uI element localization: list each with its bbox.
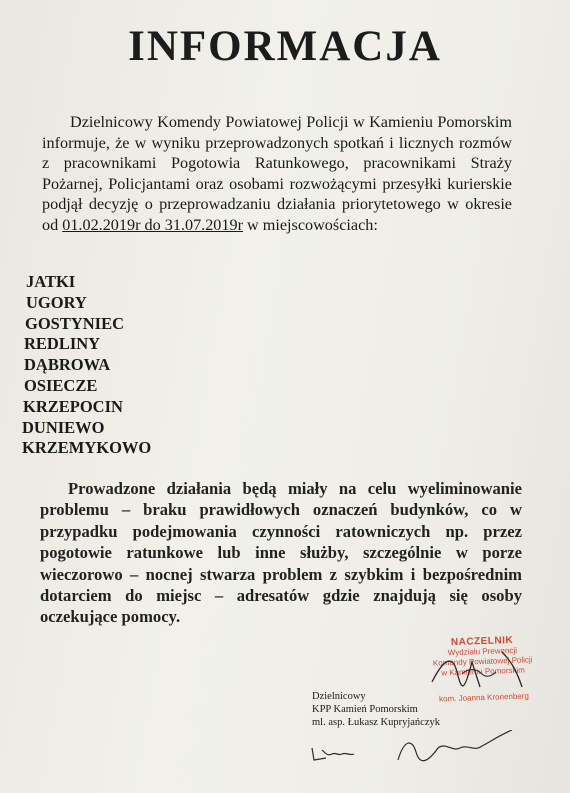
stamp-line: NACZELNIK — [450, 634, 514, 649]
body-text: Prowadzone działania będą miały na celu wyeliminowanie problemu – braku prawidłowych oznaczeń budynków, co w przypadku podejmowania czynności ratowniczych np. przez pogotowie ratunkowe lub inne służby, szczególnie w porze wieczorowo – nocnej stwarza problem z szybkim i bezpośrednim dotarciem do miejsc – adresatów gdzie znajdują się osoby oczekujące pomocy. — [40, 479, 522, 627]
intro-text-after: w miejscowościach: — [247, 215, 378, 234]
list-item: GOSTYNIEC — [25, 313, 125, 333]
stamp-line: Wydziału Prewencji — [447, 645, 518, 658]
document-title: INFORMACJA — [128, 23, 442, 70]
intro-paragraph — [42, 112, 512, 236]
signer-role: Dzielnicowy — [312, 691, 366, 702]
signer-name: ml. asp. Łukasz Kupryjańczyk — [312, 717, 441, 729]
list-item: KRZEPOCIN — [23, 396, 123, 416]
list-item: JATKI — [26, 272, 76, 291]
handwritten-signature — [308, 730, 548, 770]
signature-block — [312, 690, 440, 730]
stamp-line: kom. Joanna Kronenberg — [438, 691, 530, 704]
period-dates: 01.02.2019r do 31.07.2019r — [62, 215, 243, 234]
list-item: KRZEMYKOWO — [22, 438, 152, 458]
list-item: DUNIEWO — [22, 417, 105, 437]
stamp-line: Komendy Powiatowej Policji — [432, 655, 533, 668]
places-list — [22, 272, 322, 459]
stamp-line: w Kamieniu Pomorskim — [441, 665, 526, 678]
list-item: REDLINY — [24, 334, 101, 354]
list-item: UGORY — [26, 292, 87, 312]
intro-text: Dzielnicowy Komendy Powiatowej Policji w Kamieniu Pomorskim informuje, że w wyniku przeprowadzonych spotkań i licznych rozmów z pracownikami Pogotowia Ratunkowego, pracownikami Straży Pożarnej, Policjantami oraz osobami rozwożącymi przesyłki kurierskie podjął decyzję o przeprowadzaniu działania priorytetowego w okresie od — [42, 113, 512, 234]
signer-unit: KPP Kamień Pomorskim — [312, 704, 418, 716]
list-item: DĄBROWA — [24, 355, 111, 375]
body-paragraph — [40, 478, 522, 628]
list-item: OSIECZE — [24, 375, 98, 395]
